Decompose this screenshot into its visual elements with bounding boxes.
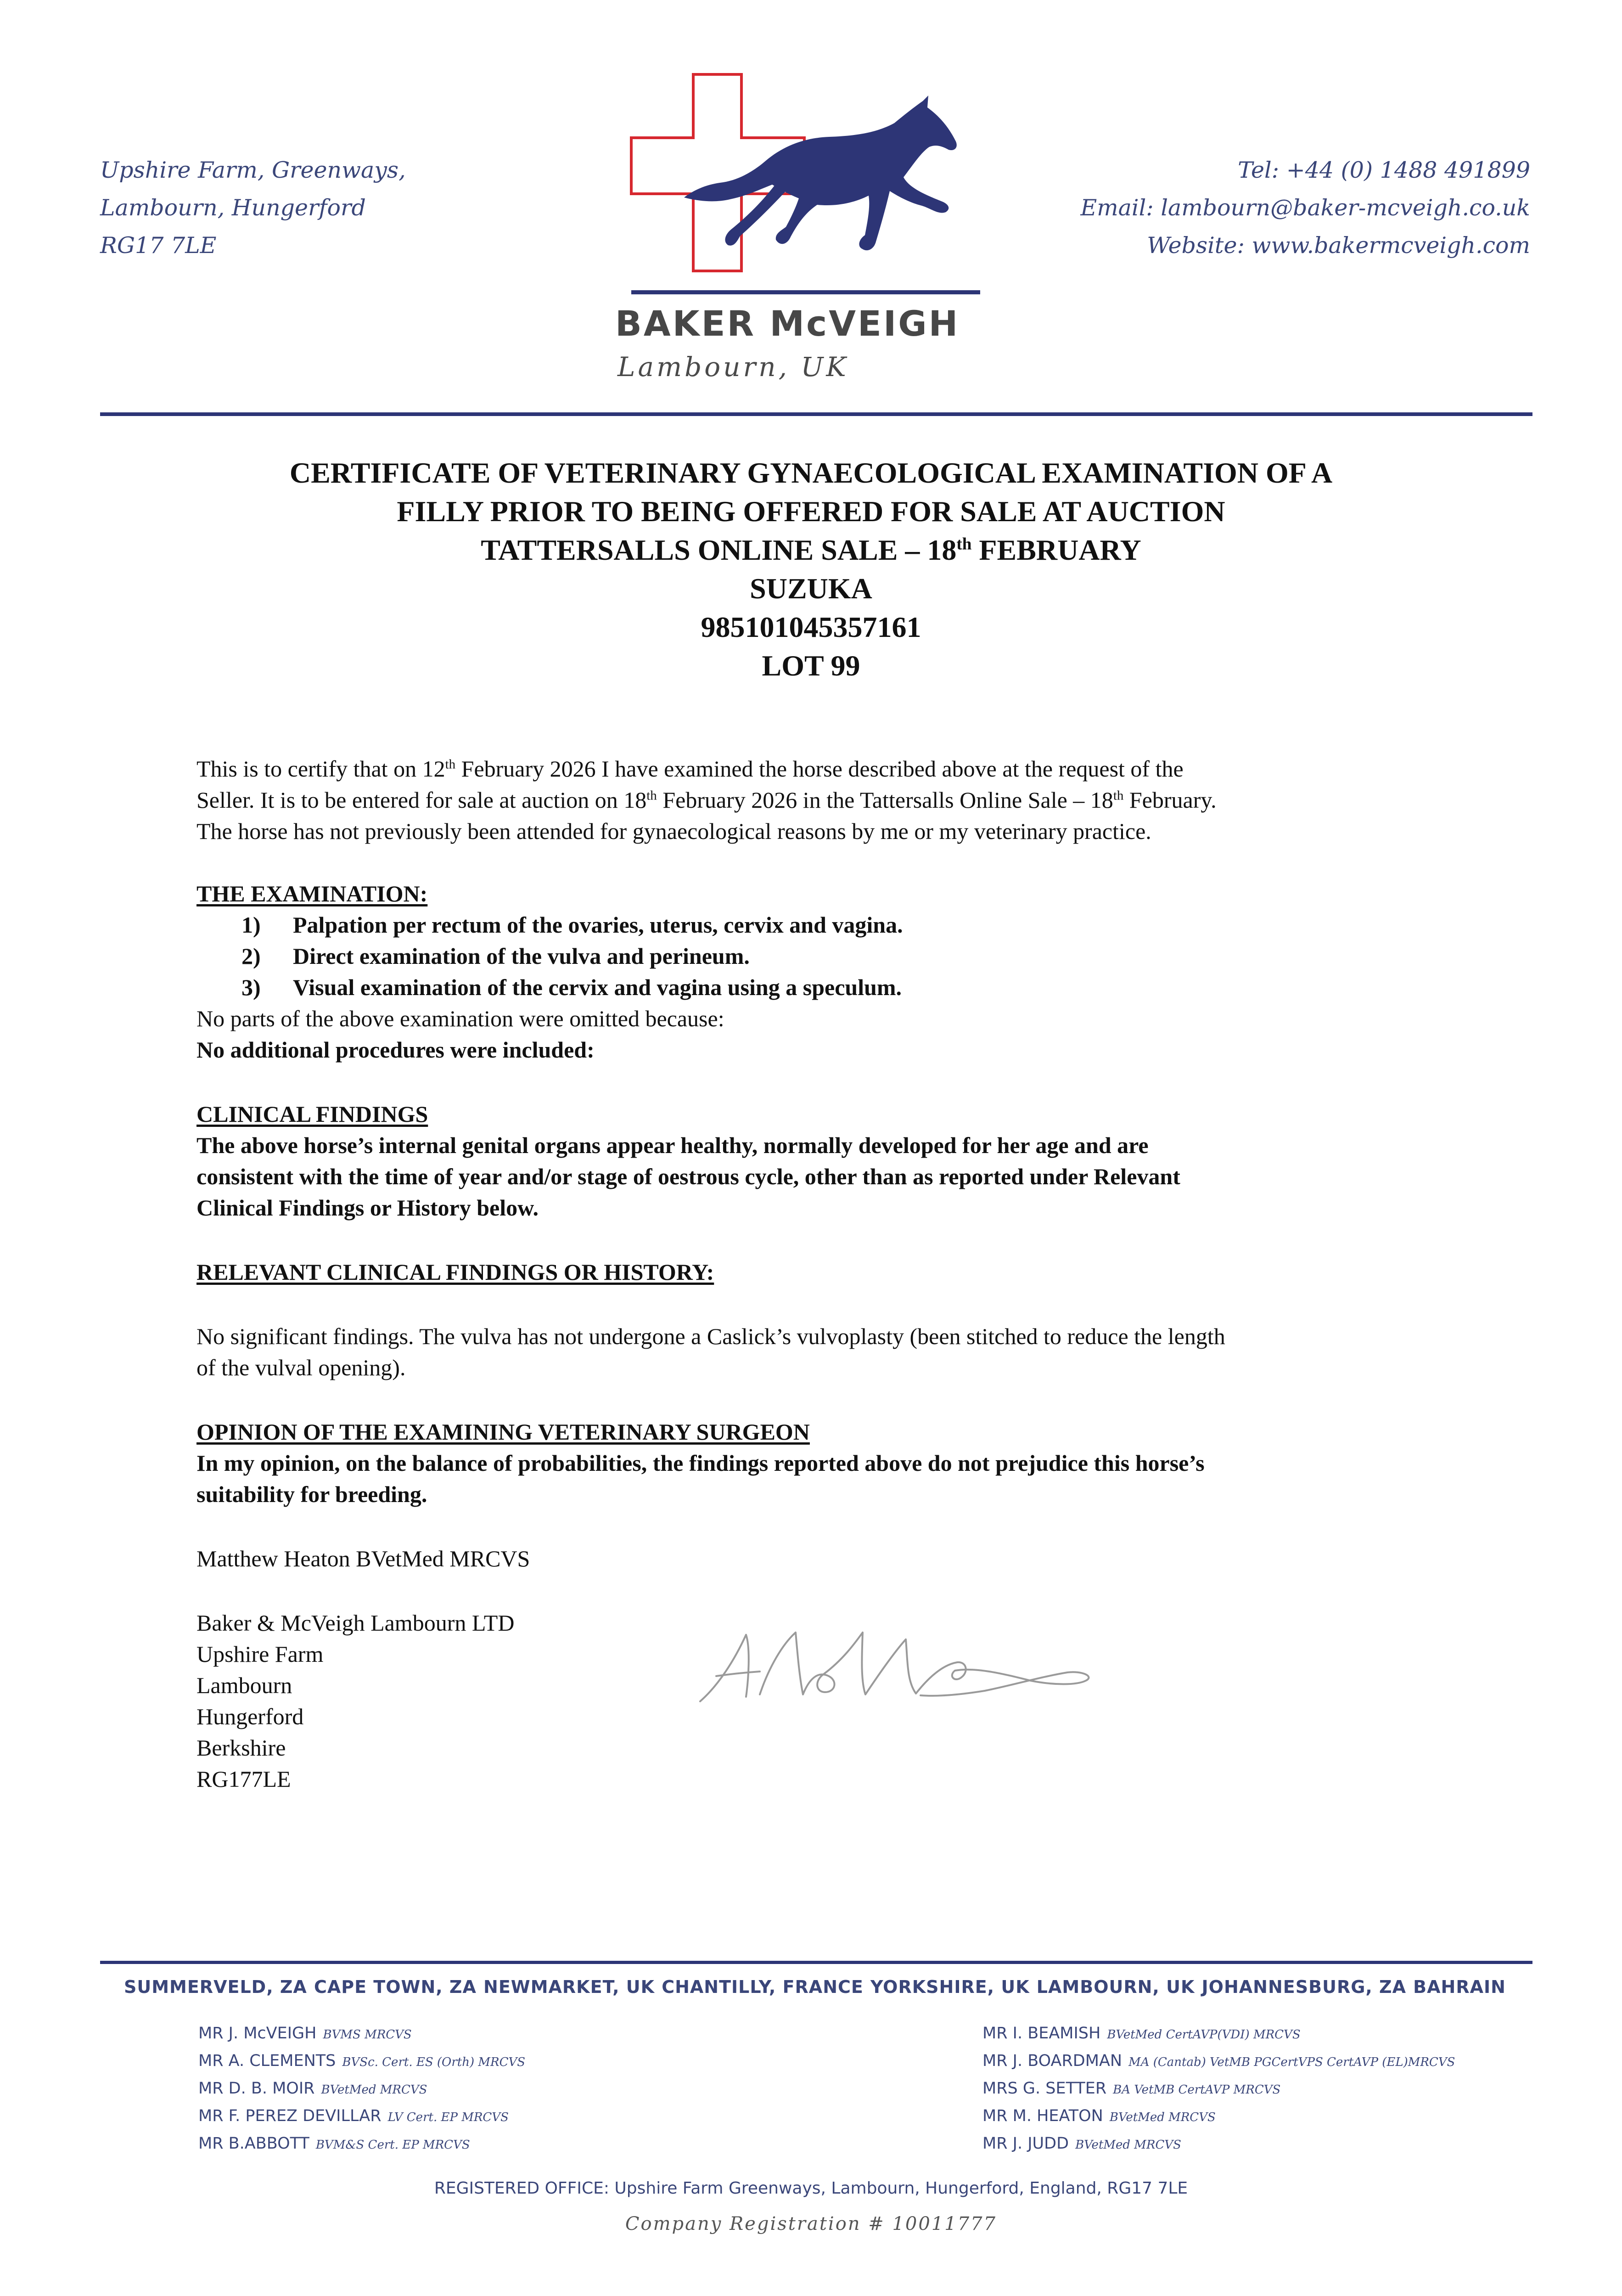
vet-entry [982,2131,1455,2158]
vet-name: MR I. BEAMISH [982,2024,1101,2043]
ordinal-suffix: th [1113,788,1124,803]
list-number: 3) [241,974,261,1000]
office-location: SUMMERVELD, ZA [124,1977,307,1997]
relevant-text: No significant findings. The vulva has not undergone a Caslick’s vulvoplasty (been stitched to reduce the length [196,1323,1225,1349]
sale-name: TATTERSALLS ONLINE SALE – 18 [481,534,957,566]
opinion-heading: OPINION OF THE EXAMINING VETERINARY SURGEON [196,1419,810,1445]
title-line: FILLY PRIOR TO BEING OFFERED FOR SALE AT AUCTION [397,495,1225,528]
examination-heading: THE EXAMINATION: [196,881,428,906]
vet-entry [982,2020,1455,2048]
office-location: JOHANNESBURG, ZA [1201,1977,1407,1997]
additional-procedures: No additional procedures were included: [196,1037,595,1063]
horse-name: SUZUKA [750,572,872,605]
vet-entry [198,2076,525,2103]
examination-list [196,909,1473,1003]
vet-qualifications: BVetMed MRCVS [1109,2110,1216,2124]
vet-name: MR D. B. MOIR [198,2079,315,2098]
vet-name: MRS G. SETTER [982,2079,1107,2098]
intro-text: February 2026 in the Tattersalls Online Sale – 18 [657,787,1113,813]
vet-qualifications: BVM&S Cert. EP MRCVS [315,2138,470,2152]
list-item [196,972,1473,1003]
spacer [196,1223,1473,1256]
vet-qualifications: BVetMed MRCVS [1075,2138,1181,2152]
vet-list-left [198,2020,525,2158]
company-registration: Company Registration # 10011777 [625,2213,997,2234]
spacer [196,1574,1473,1607]
relevant-heading: RELEVANT CLINICAL FINDINGS OR HISTORY: [196,1259,714,1285]
office-location: NEWMARKET, UK [483,1977,655,1997]
signatory-address-line: Baker & McVeigh Lambourn LTD [196,1610,515,1636]
office-location: CAPE TOWN, ZA [314,1977,477,1997]
intro-line: The horse has not previously been attended for gynaecological reasons by me or my veterinary practice. [196,818,1151,844]
intro-text: This is to certify that on 12 [196,756,445,782]
title-line: CERTIFICATE OF VETERINARY GYNAECOLOGICAL EXAMINATION OF A [289,456,1333,489]
spacer [196,1383,1473,1416]
list-item [196,940,1473,972]
vet-entry [198,2131,525,2158]
vet-qualifications: BVetMed MRCVS [321,2083,427,2097]
vet-entry [198,2048,525,2076]
vet-qualifications: LV Cert. EP MRCVS [387,2110,509,2124]
intro-text: Seller. It is to be entered for sale at auction on 18 [196,787,647,813]
omitted-note: No parts of the above examination were omitted because: [196,1006,724,1031]
ordinal-suffix: th [956,535,972,554]
vet-name: MR B.ABBOTT [198,2134,309,2153]
opinion-text: suitability for breeding. [196,1481,427,1507]
signatory-address-line: RG177LE [196,1766,291,1792]
contact-email: Email: lambourn@baker-mcveigh.co.uk [1080,195,1530,221]
office-location: YORKSHIRE, UK [870,1977,1030,1997]
address-line: Lambourn, Hungerford [100,195,366,221]
list-number: 2) [241,943,261,969]
list-item [196,909,1473,940]
signatory-address-line: Hungerford [196,1704,304,1729]
signatory-address-line: Berkshire [196,1735,286,1761]
vet-entry [198,2020,525,2048]
relevant-text: of the vulval opening). [196,1355,406,1380]
office-location: CHANTILLY, FRANCE [662,1977,864,1997]
spacer [196,847,1473,878]
list-text: Visual examination of the cervix and vagina using a speculum. [293,974,902,1000]
address-line: Upshire Farm, Greenways, [100,157,406,183]
company-contact [1080,152,1530,264]
vet-entry [982,2103,1455,2131]
list-text: Palpation per rectum of the ovaries, uterus, cervix and vagina. [293,912,903,938]
spacer [196,1288,1473,1321]
address-line: RG17 7LE [100,232,217,259]
sale-name-line [138,531,1484,569]
brand-location: Lambourn, UK [617,351,849,383]
intro-line [196,753,1473,784]
handwritten-signature [691,1616,1104,1722]
opinion-text: In my opinion, on the balance of probabilities, the findings reported above do not prejudice this horse’s [196,1450,1205,1476]
vet-entry [982,2076,1455,2103]
vet-name: MR M. HEATON [982,2107,1103,2125]
ordinal-suffix: th [445,757,456,772]
baker-mcveigh-logo-icon [624,69,982,308]
vet-name: MR F. PEREZ DEVILLAR [198,2107,382,2125]
certificate-title [138,454,1484,685]
logo-baseline [631,290,980,294]
vet-entry [982,2048,1455,2076]
office-location: LAMBOURN, UK [1036,1977,1195,1997]
clinical-text: Clinical Findings or History below. [196,1195,539,1221]
list-text: Direct examination of the vulva and perineum. [293,943,750,969]
brand-name: BAKER McVEIGH [615,303,960,344]
signatory-name: Matthew Heaton BVetMed MRCVS [196,1546,530,1571]
vet-qualifications: BVSc. Cert. ES (Orth) MRCVS [342,2055,526,2069]
vet-list-right [982,2020,1455,2158]
vet-name: MR J. JUDD [982,2134,1069,2153]
spacer [196,1065,1473,1098]
vet-name: MR J. BOARDMAN [982,2052,1122,2070]
vet-name: MR J. McVEIGH [198,2024,317,2043]
lot-number: LOT 99 [762,649,860,682]
office-locations [124,1977,1506,1997]
clinical-heading: CLINICAL FINDINGS [196,1101,428,1127]
vet-qualifications: BVetMed CertAVP(VDI) MRCVS [1107,2028,1301,2042]
sale-month: FEBRUARY [971,534,1141,566]
intro-line [196,784,1473,816]
intro-text: February. [1123,787,1217,813]
vet-qualifications: MA (Cantab) VetMB PGCertVPS CertAVP (EL)MRCVS [1128,2055,1455,2069]
office-location: BAHRAIN [1413,1977,1506,1997]
footer-divider [100,1961,1532,1964]
company-address [100,152,406,264]
clinical-text: consistent with the time of year and/or stage of oestrous cycle, other than as reported under Relevant [196,1164,1180,1189]
vet-name: MR A. CLEMENTS [198,2052,336,2070]
intro-text: February 2026 I have examined the horse described above at the request of the [455,756,1184,782]
ordinal-suffix: th [646,788,657,803]
clinical-text: The above horse’s internal genital organs appear healthy, normally developed for her age and are [196,1132,1149,1158]
registered-office: REGISTERED OFFICE: Upshire Farm Greenways, Lambourn, Hungerford, England, RG17 7LE [434,2179,1188,2198]
microchip-number: 985101045357161 [701,611,921,643]
signatory-address-line: Lambourn [196,1672,292,1698]
list-number: 1) [241,912,261,938]
vet-qualifications: BVMS MRCVS [323,2028,412,2042]
contact-website: Website: www.bakermcveigh.com [1147,232,1530,259]
contact-phone: Tel: +44 (0) 1488 491899 [1238,157,1530,183]
signatory-address-line: Upshire Farm [196,1641,324,1667]
galloping-horse-icon [684,96,957,250]
vet-qualifications: BA VetMB CertAVP MRCVS [1113,2083,1281,2097]
spacer [196,1510,1473,1543]
vet-entry [198,2103,525,2131]
header-divider [100,412,1532,416]
